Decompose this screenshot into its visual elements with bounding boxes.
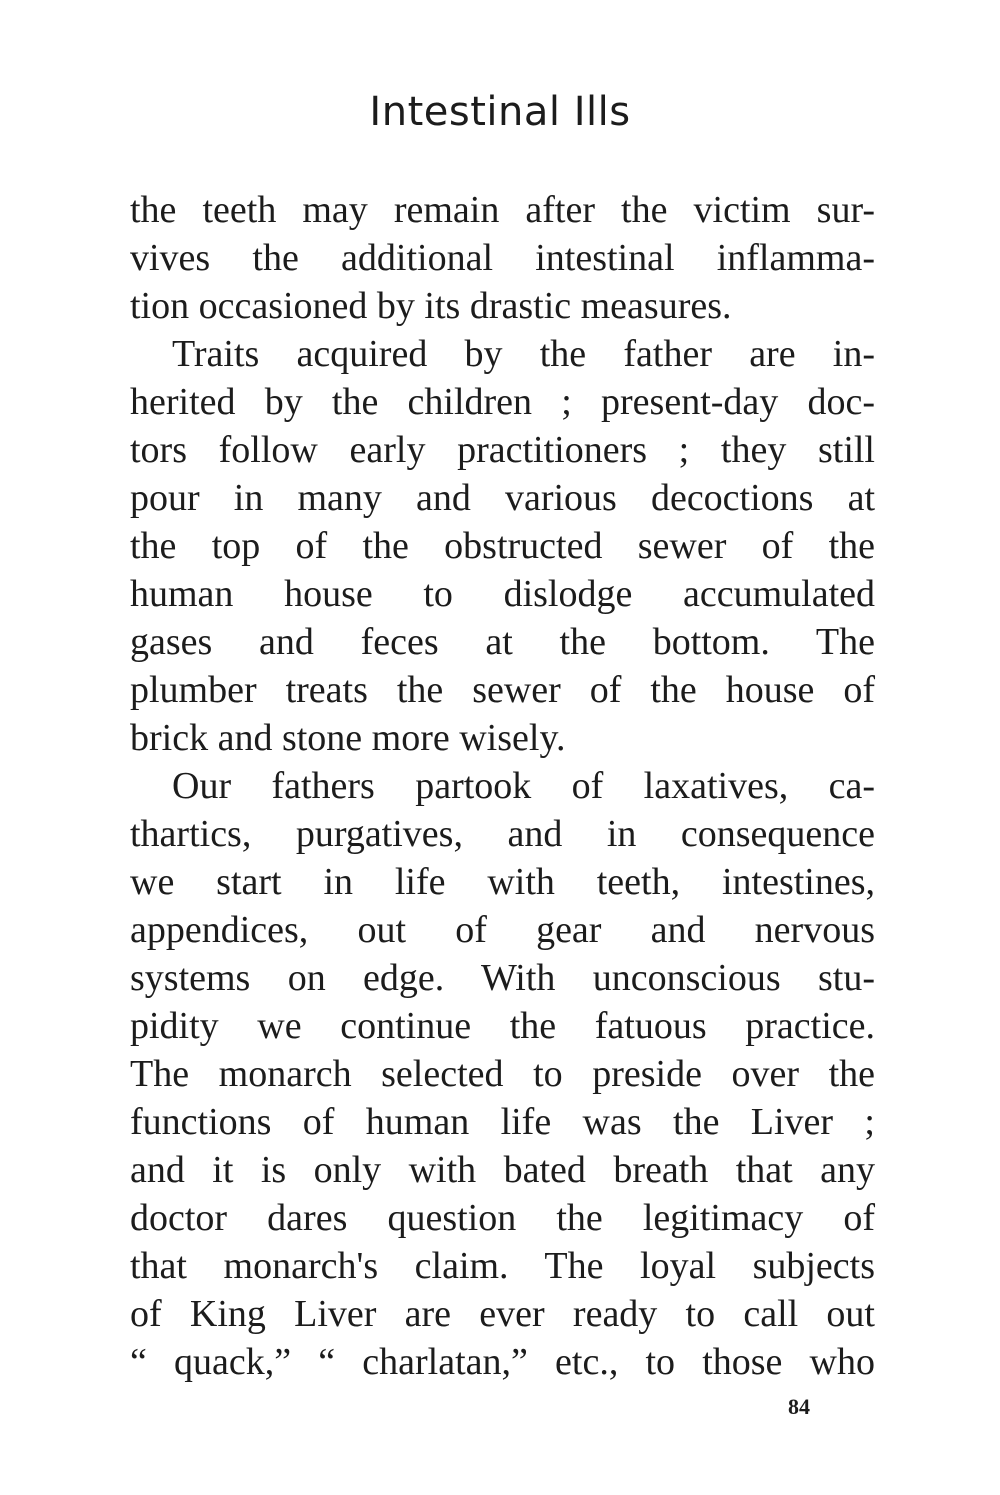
text-line: Traits acquired by the father are in-	[172, 333, 875, 375]
text-line: that monarch's claim. The loyal subjects	[130, 1245, 875, 1287]
text-line: The monarch selected to preside over the	[130, 1053, 875, 1095]
text-line: tion occasioned by its drastic measures.	[130, 285, 732, 327]
text-line: Our fathers partook of laxatives, ca-	[172, 765, 875, 807]
text-line: brick and stone more wisely.	[130, 717, 566, 759]
text-line: pidity we continue the fatuous practice.	[130, 1005, 875, 1047]
body-text	[130, 186, 875, 1386]
text-line: tors follow early practitioners ; they still	[130, 429, 875, 471]
text-line: plumber treats the sewer of the house of	[130, 669, 875, 711]
text-line: the teeth may remain after the victim sur-	[130, 189, 875, 231]
text-line: and it is only with bated breath that any	[130, 1149, 875, 1191]
text-line: pour in many and various decoctions at	[130, 477, 875, 519]
text-line: we start in life with teeth, intestines,	[130, 861, 875, 903]
page-number: 84	[788, 1394, 810, 1419]
text-line: herited by the children ; present-day doc-	[130, 381, 875, 423]
text-line: the top of the obstructed sewer of the	[130, 525, 875, 567]
running-head: Intestinal Ills	[369, 89, 631, 135]
text-line: systems on edge. With unconscious stu-	[130, 957, 875, 999]
text-line: thartics, purgatives, and in consequence	[130, 813, 875, 855]
text-line: gases and feces at the bottom. The	[130, 621, 875, 663]
text-line: of King Liver are ever ready to call out	[130, 1293, 875, 1335]
text-line: appendices, out of gear and nervous	[130, 909, 875, 951]
text-line: functions of human life was the Liver ;	[130, 1101, 875, 1143]
text-line: vives the additional intestinal inflamma-	[130, 237, 875, 279]
text-line: doctor dares question the legitimacy of	[130, 1197, 875, 1239]
text-line: human house to dislodge accumulated	[130, 573, 875, 615]
text-line: “ quack,” “ charlatan,” etc., to those who	[130, 1341, 875, 1383]
